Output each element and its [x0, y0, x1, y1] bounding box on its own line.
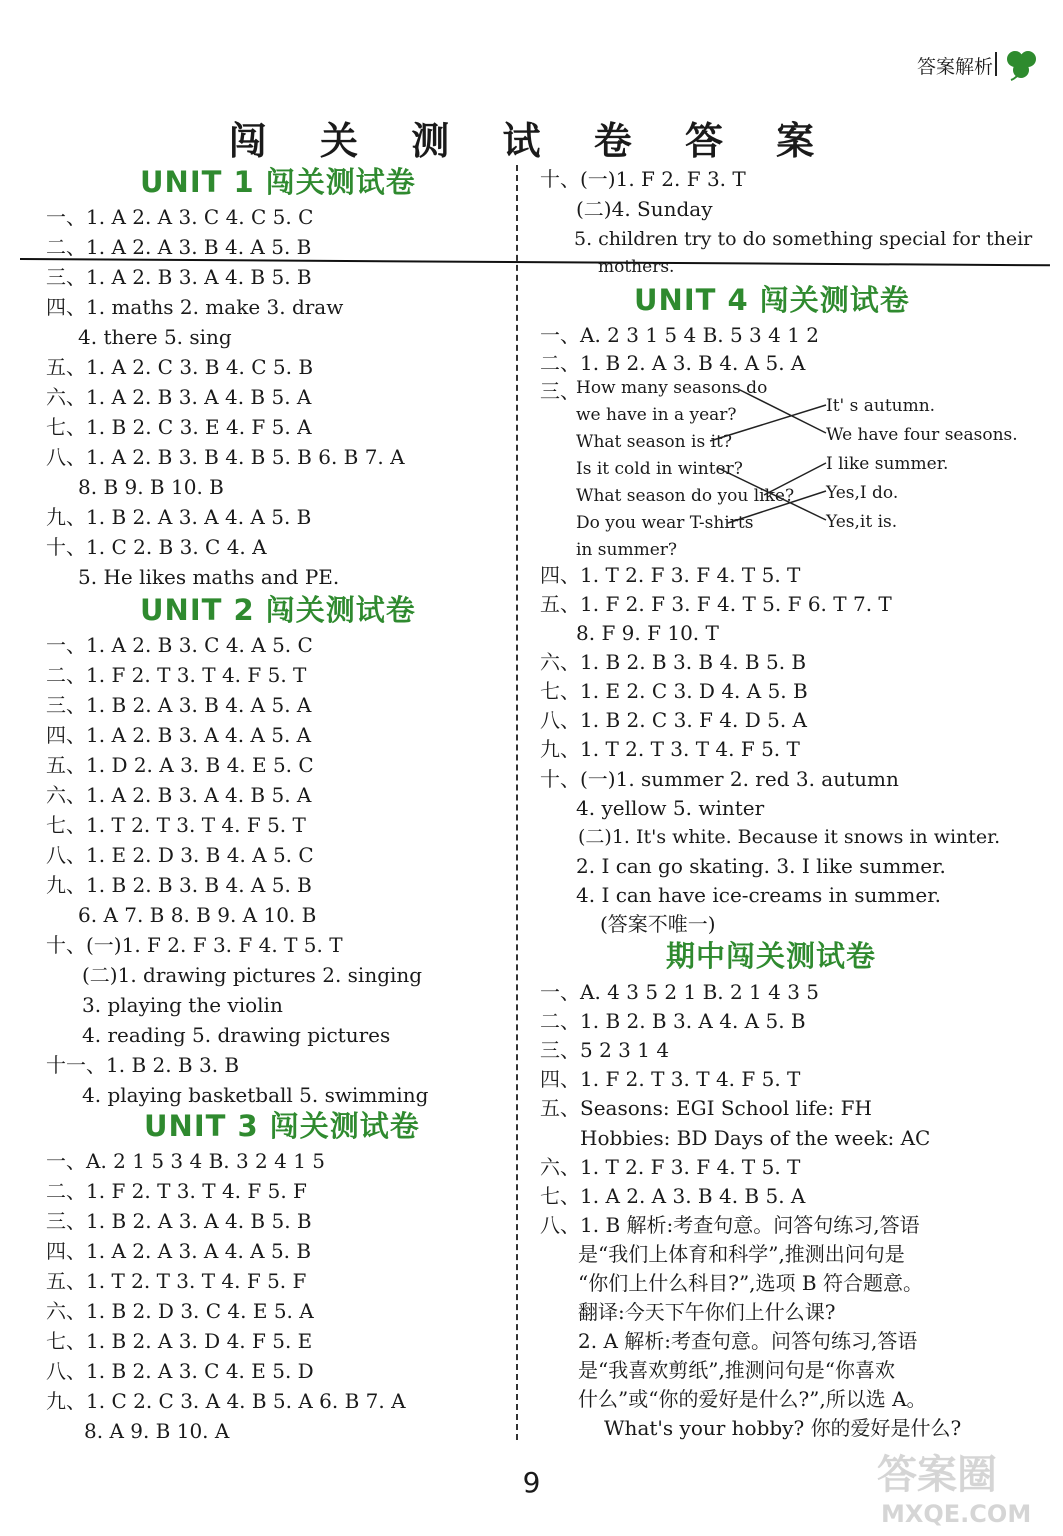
answer-line: 8. F 9. F 10. T [576, 621, 719, 645]
answer-line: 8. B 9. B 10. B [78, 475, 224, 499]
answer-line: 三、1. B 2. A 3. A 4. B 5. B [46, 1209, 312, 1233]
answer-line: 四、1. T 2. F 3. F 4. T 5. T [540, 563, 801, 587]
answer-line: 翻译:今天下午你们上什么课? [578, 1300, 836, 1324]
svg-text:答案圈: 答案圈 [877, 1452, 997, 1498]
answer-line: 四、1. A 2. A 3. A 4. A 5. B [46, 1239, 312, 1263]
answer-line: 三、5 2 3 1 4 [540, 1038, 670, 1062]
match-answer: I like summer. [826, 454, 949, 474]
match-question: Do you wear T-shirts [576, 513, 754, 533]
answer-line: (二)1. drawing pictures 2. singing [82, 963, 423, 987]
match-answer: Yes,it is. [826, 512, 898, 532]
answer-line: 二、1. F 2. T 3. T 4. F 5. T [46, 663, 307, 687]
match-answer: We have four seasons. [826, 425, 1018, 445]
answer-line: 什么”或“你的爱好是什么?”,所以选 A。 [578, 1387, 927, 1411]
answer-line: 十、(一)1. F 2. F 3. F 4. T 5. T [46, 933, 343, 957]
answer-line: What's your hobby? 你的爱好是什么? [604, 1416, 962, 1440]
column-divider [516, 165, 518, 1440]
answer-line: 5. children try to do something special for their [574, 228, 1033, 250]
answer-line: 十、(一)1. F 2. F 3. T [540, 167, 746, 191]
answer-line: 六、1. A 2. B 3. A 4. B 5. A [46, 783, 312, 807]
match-answer: Yes,I do. [826, 483, 899, 503]
match-question: in summer? [576, 540, 678, 560]
answer-line: 一、A. 2 3 1 5 4 B. 5 3 4 1 2 [540, 323, 820, 347]
answer-line: 十、(一)1. summer 2. red 3. autumn [540, 767, 899, 791]
match-question: How many seasons do [576, 378, 768, 398]
answer-line: mothers. [598, 257, 675, 277]
answer-line: 5. He likes maths and PE. [78, 565, 340, 589]
answer-line: (二)4. Sunday [576, 197, 713, 221]
answer-line: 是“我们上体育和科学”,推测出问句是 [578, 1242, 905, 1266]
answer-line: 五、Seasons: EGI School life: FH [540, 1096, 872, 1120]
answer-line: 七、1. B 2. C 3. E 4. F 5. A [46, 415, 312, 439]
match-question: Is it cold in winter? [576, 459, 743, 479]
answer-line: 一、A. 2 1 5 3 4 B. 3 2 4 1 5 [46, 1149, 326, 1173]
matching-label: 三、 [540, 379, 580, 403]
header-divider [995, 52, 997, 76]
answer-line: 五、1. F 2. F 3. F 4. T 5. F 6. T 7. T [540, 592, 892, 616]
answer-line: 4. reading 5. drawing pictures [82, 1023, 391, 1047]
watermark-logo [867, 1440, 1047, 1530]
answer-line: 七、1. T 2. T 3. T 4. F 5. T [46, 813, 306, 837]
answer-line: 七、1. A 2. A 3. B 4. B 5. A [540, 1184, 806, 1208]
answer-line: 二、1. A 2. A 3. B 4. A 5. B [46, 235, 312, 259]
unit4-heading: UNIT 4 闯关测试卷 [634, 283, 910, 317]
answer-line: 九、1. C 2. C 3. A 4. B 5. A 6. B 7. A [46, 1389, 406, 1413]
answer-line: 五、1. D 2. A 3. B 4. E 5. C [46, 753, 314, 777]
answer-line: 一、1. A 2. A 3. C 4. C 5. C [46, 205, 314, 229]
answer-line: 十、1. C 2. B 3. C 4. A [46, 535, 267, 559]
answer-line: 九、1. B 2. B 3. B 4. A 5. B [46, 873, 312, 897]
answer-line: 四、1. maths 2. make 3. draw [46, 295, 344, 319]
unit1-heading: UNIT 1 闯关测试卷 [140, 165, 416, 199]
page-title: 闯 关 测 试 卷 答 案 [228, 119, 835, 163]
answer-line: 2. A 解析:考查句意。问答句练习,答语 [578, 1329, 918, 1353]
answer-line: (二)1. It's white. Because it snows in winter. [578, 826, 1001, 848]
header-label: 答案解析 [916, 56, 993, 78]
answer-line: 三、1. B 2. A 3. B 4. A 5. A [46, 693, 312, 717]
answer-line: 五、1. T 2. T 3. T 4. F 5. F [46, 1269, 307, 1293]
answer-line: 八、1. E 2. D 3. B 4. A 5. C [46, 843, 314, 867]
answer-line: 八、1. A 2. B 3. B 4. B 5. B 6. B 7. A [46, 445, 405, 469]
answer-line: 二、1. B 2. B 3. A 4. A 5. B [540, 1009, 806, 1033]
answer-line: 八、1. B 解析:考查句意。问答句练习,答语 [540, 1213, 920, 1237]
answer-line: 4. there 5. sing [78, 325, 232, 349]
unit2-heading: UNIT 2 闯关测试卷 [140, 593, 416, 627]
answer-line: 8. A 9. B 10. A [84, 1419, 230, 1443]
svg-text:MXQE.COM: MXQE.COM [881, 1500, 1032, 1528]
answer-line: 4. playing basketball 5. swimming [82, 1083, 429, 1107]
answer-line: 七、1. B 2. A 3. D 4. F 5. E [46, 1329, 313, 1353]
answer-line: 三、1. A 2. B 3. A 4. B 5. B [46, 265, 312, 289]
answer-line: 七、1. E 2. C 3. D 4. A 5. B [540, 679, 808, 703]
match-question: What season is it? [576, 432, 732, 452]
clover-icon [1001, 48, 1041, 82]
answer-line: 十一、1. B 2. B 3. B [46, 1053, 240, 1077]
answer-line: 3. playing the violin [82, 993, 283, 1017]
answer-line: 九、1. B 2. A 3. A 4. A 5. B [46, 505, 312, 529]
answer-line: 4. I can have ice-creams in summer. [576, 883, 941, 907]
answer-line: 六、1. B 2. D 3. C 4. E 5. A [46, 1299, 314, 1323]
answer-line: 六、1. T 2. F 3. F 4. T 5. T [540, 1155, 801, 1179]
answer-line: 八、1. B 2. A 3. C 4. E 5. D [46, 1359, 314, 1383]
answer-line: 四、1. F 2. T 3. T 4. F 5. T [540, 1067, 801, 1091]
answer-line: (答案不唯一) [600, 912, 716, 936]
answer-line: 二、1. F 2. T 3. T 4. F 5. F [46, 1179, 307, 1203]
answer-line: 2. I can go skating. 3. I like summer. [576, 854, 946, 878]
answer-line: Hobbies: BD Days of the week: AC [580, 1126, 931, 1150]
unit3-heading: UNIT 3 闯关测试卷 [144, 1109, 420, 1143]
answer-line: 是“我喜欢剪纸”,推测问句是“你喜欢 [578, 1358, 896, 1382]
answer-line: 八、1. B 2. C 3. F 4. D 5. A [540, 708, 807, 732]
matching-lines [560, 375, 1020, 565]
answer-line: 九、1. T 2. T 3. T 4. F 5. T [540, 737, 800, 761]
answer-line: 一、A. 4 3 5 2 1 B. 2 1 4 3 5 [540, 980, 820, 1004]
answer-line: 4. yellow 5. winter [576, 796, 765, 820]
answer-line: 6. A 7. B 8. B 9. A 10. B [78, 903, 317, 927]
midterm-heading: 期中闯关测试卷 [666, 939, 877, 973]
match-answer: It' s autumn. [826, 396, 936, 416]
answer-line: 一、1. A 2. B 3. C 4. A 5. C [46, 633, 313, 657]
match-question: What season do you like? [576, 486, 795, 506]
answer-line: 六、1. B 2. B 3. B 4. B 5. B [540, 650, 807, 674]
answer-line: 四、1. A 2. B 3. A 4. A 5. A [46, 723, 312, 747]
answer-line: 二、1. B 2. A 3. B 4. A 5. A [540, 351, 806, 375]
match-question: we have in a year? [576, 405, 737, 425]
answer-line: 五、1. A 2. C 3. B 4. C 5. B [46, 355, 314, 379]
answer-line: 六、1. A 2. B 3. A 4. B 5. A [46, 385, 312, 409]
page-number: 9 [522, 1466, 541, 1499]
answer-line: “你们上什么科目?”,选项 B 符合题意。 [578, 1271, 923, 1295]
